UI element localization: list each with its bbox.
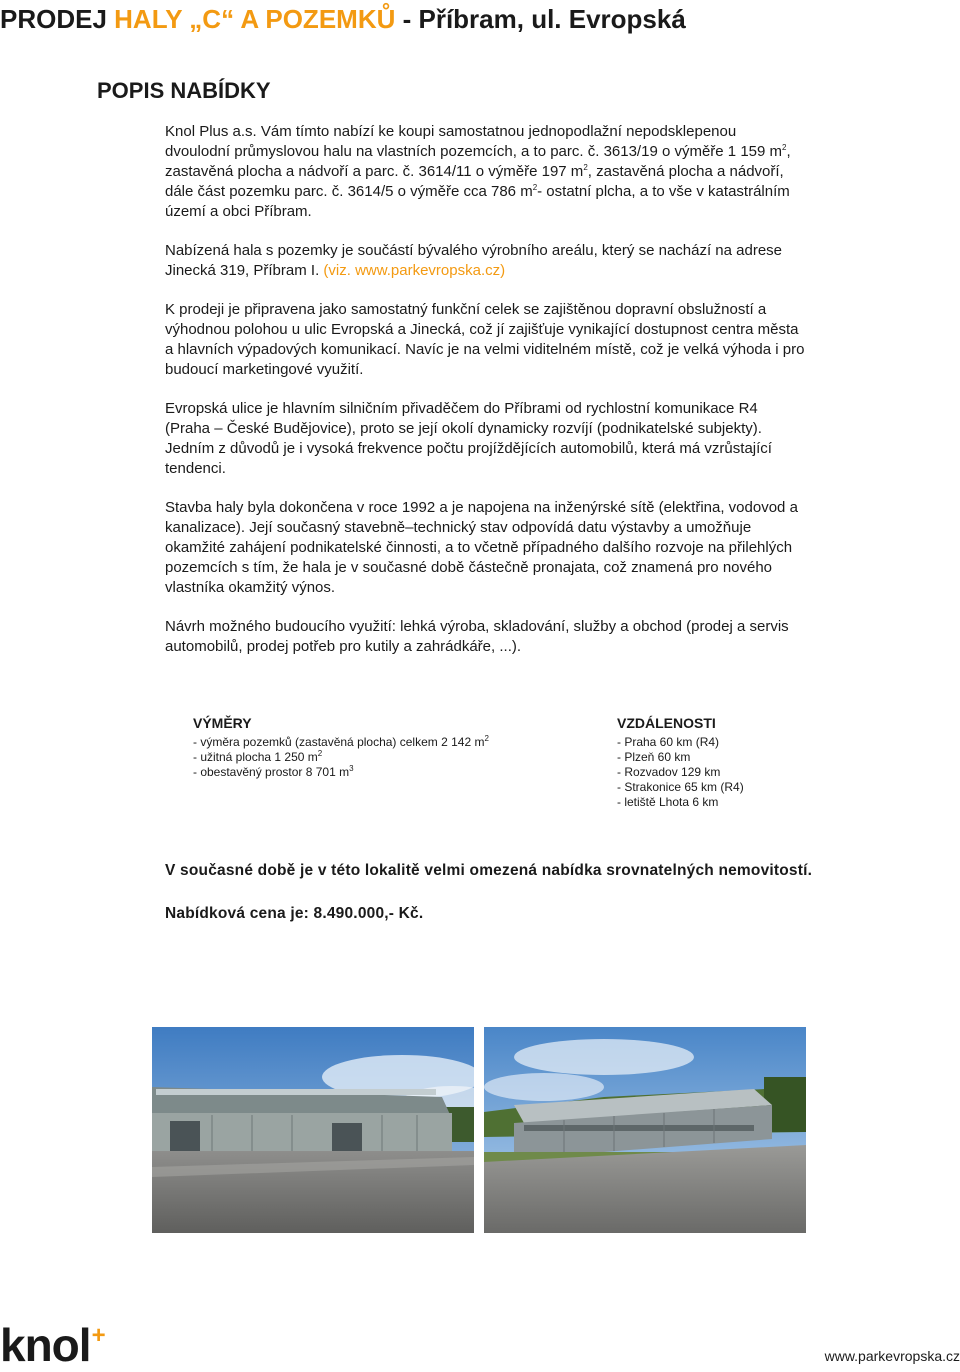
hall-photo-front (152, 1027, 474, 1233)
list-item: - letiště Lhota 6 km (617, 795, 719, 809)
traffic-paragraph: Evropská ulice je hlavním silničním přivaděčem do Příbrami od rychlostní komunikace R4 (Praha – České Budějovice), proto se její okolí dynamicky rozvíjí (podnikatelské subjekty). Jedním z důvodů je i vysoká frekvence počtu projíždějících automobilů, která má vzrůstající tendenci. (165, 400, 772, 477)
list-item: - Praha 60 km (R4) (617, 735, 720, 749)
list-item: - obestavěný prostor 8 701 $m^3$ (193, 764, 354, 779)
usage-paragraph: Návrh možného budoucího využití: lehká výroba, skladování, služby a obchod (prodej a servis automobilů, prodej potřeb pro kutily a zahrádkáře, ...). (165, 618, 789, 655)
vymery-list (193, 735, 553, 780)
location-paragraph: Nabízená hala s pozemky je součástí bývalého výrobního areálu, který se nachází na adrese Jinecká 319, Příbram I. (viz. www.parkevropska.cz) (165, 242, 783, 279)
list-item: - Rozvadov 129 km (617, 765, 721, 779)
title-highlight: HALY „C“ A POZEMKŮ (114, 4, 396, 34)
knol-logo: knol+ (0, 1319, 105, 1371)
list-item: - výměra pozemků (zastavěná plocha) celkem 2 142 $m^2$ (193, 734, 489, 749)
intro-paragraph: Knol Plus a.s. Vám tímto nabízí ke koupi samostatnou jednopodlažní nepodsklepenou dvoulodní průmyslovou halu na vlastních pozemcích, a to parc. č. 3613/19 o výměře 1 159 $m^2$, zastavěná plocha a nádvoří a parc. č. 3614/11 o výměře 197 $m^2$, zastavěná plocha a nádvoří, dále část pozemku parc. č. 3614/5 o výměře cca 786 $m^2-$ ostatní plcha, a to vše v katastrálním území a obci Příbram. (165, 123, 791, 220)
vzdalenosti-list (617, 735, 817, 810)
building-paragraph: Stavba haly byla dokončena v roce 1992 a je napojena na inženýrské sítě (elektřina, vodovod a kanalizace). Její současný stavebně–technický stav odpovídá datu výstavby a umožňuje okamžité zahájení podnikatelské činnosti, a to včetně případného dalšího rozvoje na přilehlých pozemcích s tím, že hala je v současné době částečně pronajata, což znamená pro nového vlastníka okamžitý výnos. (165, 499, 798, 596)
list-item: - užitná plocha 1 250 $m^2$ (193, 749, 323, 764)
title-suffix: - Příbram, ul. Evropská (395, 4, 686, 34)
vymery-heading: VÝMĚRY (193, 715, 252, 731)
description (165, 122, 805, 676)
title-prefix: PRODEJ (0, 4, 115, 34)
list-item: - Strakonice 65 km (R4) (617, 780, 744, 794)
page-title (0, 4, 686, 35)
logo-plus-icon: + (91, 1322, 105, 1349)
price: Nabídková cena je: 8.490.000,- Kč. (165, 905, 424, 922)
list-item: - Plzeň 60 km (617, 750, 691, 764)
vzdalenosti-heading: VZDÁLENOSTI (617, 715, 716, 731)
website-link[interactable]: (viz. www.parkevropska.cz) (323, 262, 506, 279)
accessibility-paragraph: K prodeji je připravena jako samostatný funkční celek se zajištěnou dopravní obslužností a výhodnou polohou u ulic Evropská a Jinecká, což jí zajišťuje vynikající dostupnost centra města a hlavních výpadových komunikací. Navíc je na velmi viditelném místě, což je velká výhoda i pro budoucí marketingové využití. (165, 301, 805, 378)
vzdalenosti-section (617, 716, 817, 810)
footer-website[interactable]: www.parkevropska.cz (824, 1348, 960, 1364)
vymery-section (193, 716, 553, 780)
hall-photo-side (484, 1027, 806, 1233)
availability-note: V současné době je v této lokalitě velmi omezená nabídka srovnatelných nemovitostí. (165, 862, 813, 879)
section-title: POPIS NABÍDKY (97, 78, 271, 103)
